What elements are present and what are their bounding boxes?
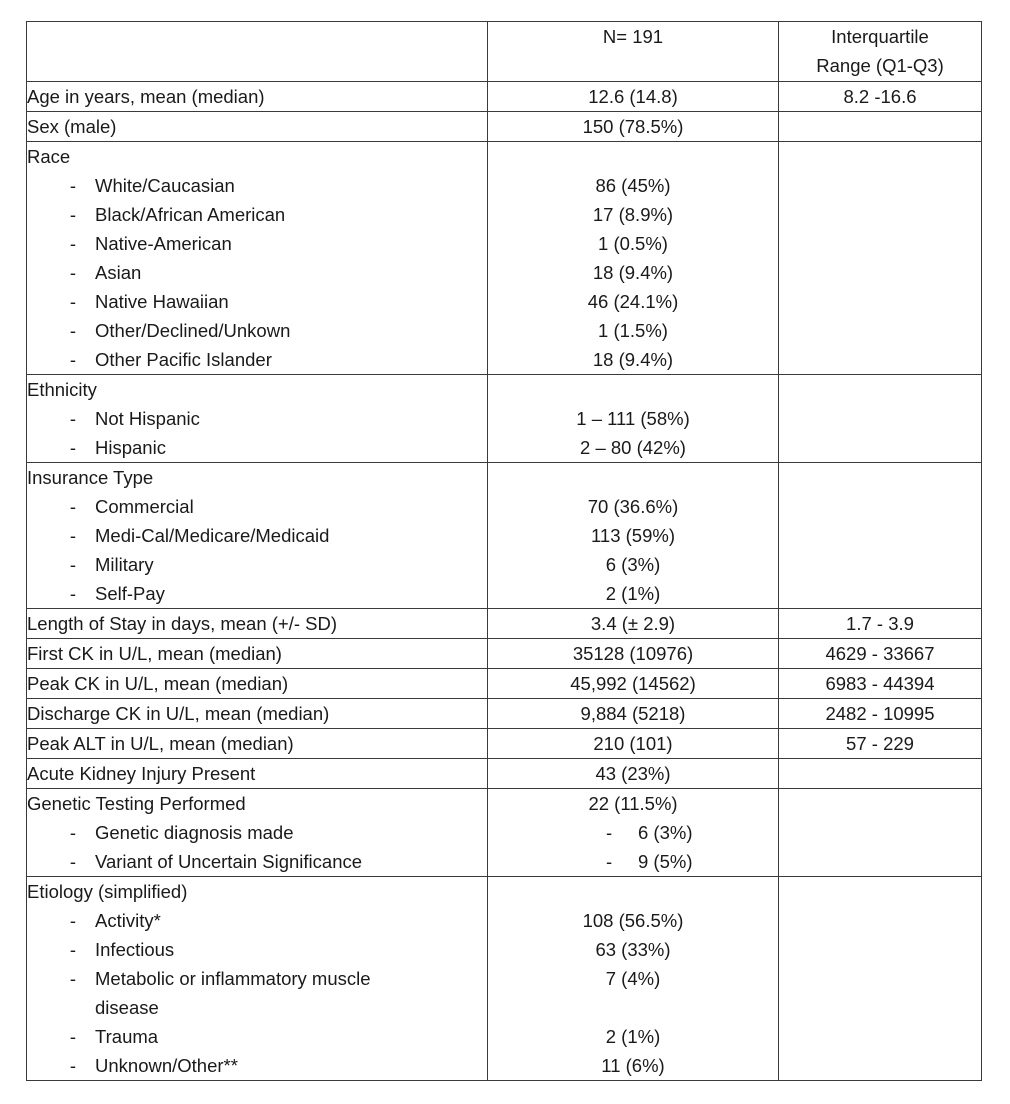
ethnicity-row — [27, 375, 982, 463]
race-item-label: White/Caucasian — [95, 175, 235, 196]
row-iqr — [779, 112, 982, 142]
list-item — [27, 521, 487, 550]
demographics-table — [26, 21, 982, 1081]
race-item-label: Black/African American — [95, 204, 286, 225]
race-item-label: Asian — [95, 262, 142, 283]
race-values — [488, 142, 779, 375]
etiology-item-label: Infectious — [95, 939, 175, 960]
bullet-dash: - — [606, 822, 613, 843]
genetic-values — [488, 789, 779, 877]
ethnicity-cell — [27, 375, 488, 463]
row-iqr: 57 - 229 — [779, 729, 982, 759]
race-item-value: 1 (0.5%) — [598, 233, 668, 254]
row-value: 150 (78.5%) — [488, 112, 779, 142]
table-row — [27, 729, 982, 759]
etiology-item-value: 11 (6%) — [601, 1055, 665, 1076]
bullet-dash: - — [69, 175, 77, 196]
genetic-item — [488, 847, 778, 876]
list-item — [27, 229, 487, 258]
row-iqr: 1.7 - 3.9 — [779, 609, 982, 639]
race-title: Race — [27, 146, 71, 167]
bullet-dash: - — [69, 408, 77, 429]
genetic-iqr — [779, 789, 982, 877]
row-value: 210 (101) — [488, 729, 779, 759]
list-item — [27, 847, 487, 876]
list-item — [27, 818, 487, 847]
bullet-dash: - — [69, 583, 77, 604]
etiology-item-label: Metabolic or inflammatory muscle disease — [95, 968, 371, 1018]
list-item — [27, 316, 487, 345]
list-item — [27, 171, 487, 200]
bullet-dash: - — [69, 1055, 77, 1076]
etiology-item-value: 108 (56.5%) — [582, 910, 684, 931]
etiology-row — [27, 877, 982, 1081]
header-cell-n — [488, 22, 779, 82]
row-iqr: 6983 - 44394 — [779, 669, 982, 699]
race-item-value: 46 (24.1%) — [587, 291, 679, 312]
header-n-label: N= 191 — [602, 26, 664, 47]
race-item-label: Native Hawaiian — [95, 291, 229, 312]
ethnicity-item-label: Not Hispanic — [95, 408, 200, 429]
list-item — [27, 1022, 487, 1051]
genetic-total-value: 22 (11.5%) — [588, 793, 678, 814]
genetic-item-value: 6 (3%) — [638, 822, 693, 843]
race-item-value: 1 (1.5%) — [598, 320, 668, 341]
insurance-item-value: 113 (59%) — [591, 525, 675, 546]
etiology-item-value: 2 (1%) — [605, 1026, 661, 1047]
insurance-row — [27, 463, 982, 609]
ethnicity-title: Ethnicity — [27, 379, 97, 400]
row-label: Discharge CK in U/L, mean (median) — [27, 699, 488, 729]
race-cell — [27, 142, 488, 375]
etiology-iqr — [779, 877, 982, 1081]
etiology-values — [488, 877, 779, 1081]
list-item — [27, 550, 487, 579]
ethnicity-iqr — [779, 375, 982, 463]
row-iqr: 8.2 -16.6 — [779, 82, 982, 112]
genetic-title: Genetic Testing Performed — [27, 793, 246, 814]
race-item-value: 86 (45%) — [595, 175, 671, 196]
etiology-item-label: Unknown/Other** — [95, 1055, 238, 1076]
race-item-label: Other Pacific Islander — [95, 349, 272, 370]
header-iqr-line2: Range (Q1-Q3) — [816, 55, 944, 76]
list-item — [27, 258, 487, 287]
row-iqr — [779, 759, 982, 789]
ethnicity-values — [488, 375, 779, 463]
list-item — [27, 287, 487, 316]
header-cell-empty — [27, 22, 488, 82]
list-item — [27, 579, 487, 608]
header-iqr-line1: Interquartile — [831, 26, 929, 47]
bullet-dash: - — [69, 291, 77, 312]
bullet-dash: - — [69, 204, 77, 225]
table-row — [27, 112, 982, 142]
ethnicity-item-value: 2 – 80 (42%) — [580, 437, 686, 458]
insurance-item-label: Self-Pay — [95, 583, 165, 604]
bullet-dash: - — [69, 349, 77, 370]
row-label: Acute Kidney Injury Present — [27, 759, 488, 789]
header-row — [27, 22, 982, 82]
insurance-iqr — [779, 463, 982, 609]
insurance-title: Insurance Type — [27, 467, 154, 488]
bullet-dash: - — [69, 554, 77, 575]
ethnicity-item-label: Hispanic — [95, 437, 166, 458]
race-item-label: Other/Declined/Unkown — [95, 320, 291, 341]
row-value: 9,884 (5218) — [488, 699, 779, 729]
bullet-dash: - — [606, 851, 613, 872]
genetic-cell — [27, 789, 488, 877]
race-item-value: 17 (8.9%) — [592, 204, 674, 225]
table-row — [27, 639, 982, 669]
genetic-row — [27, 789, 982, 877]
insurance-item-value: 6 (3%) — [605, 554, 661, 575]
bullet-dash: - — [69, 822, 77, 843]
insurance-cell — [27, 463, 488, 609]
etiology-cell — [27, 877, 488, 1081]
row-label: Sex (male) — [27, 112, 488, 142]
row-label: First CK in U/L, mean (median) — [27, 639, 488, 669]
row-label: Length of Stay in days, mean (+/- SD) — [27, 609, 488, 639]
race-iqr — [779, 142, 982, 375]
row-iqr: 4629 - 33667 — [779, 639, 982, 669]
bullet-dash: - — [69, 939, 77, 960]
list-item — [27, 492, 487, 521]
race-row — [27, 142, 982, 375]
race-item-value: 18 (9.4%) — [592, 349, 674, 370]
etiology-title: Etiology (simplified) — [27, 881, 188, 902]
bullet-dash: - — [69, 496, 77, 517]
bullet-dash: - — [69, 910, 77, 931]
list-item — [27, 200, 487, 229]
insurance-item-label: Military — [95, 554, 154, 575]
bullet-dash: - — [69, 320, 77, 341]
list-item — [27, 433, 487, 462]
list-item — [27, 964, 487, 1022]
insurance-item-value: 2 (1%) — [605, 583, 661, 604]
genetic-item — [488, 818, 778, 847]
bullet-dash: - — [69, 437, 77, 458]
row-label: Peak CK in U/L, mean (median) — [27, 669, 488, 699]
etiology-item-value: 7 (4%) — [605, 968, 661, 989]
row-value: 45,992 (14562) — [488, 669, 779, 699]
bullet-dash: - — [69, 525, 77, 546]
bullet-dash: - — [69, 1026, 77, 1047]
list-item — [27, 906, 487, 935]
table-row — [27, 759, 982, 789]
row-label: Peak ALT in U/L, mean (median) — [27, 729, 488, 759]
row-iqr: 2482 - 10995 — [779, 699, 982, 729]
bullet-dash: - — [69, 262, 77, 283]
table-row — [27, 699, 982, 729]
list-item — [27, 404, 487, 433]
bullet-dash: - — [69, 233, 77, 254]
row-label: Age in years, mean (median) — [27, 82, 488, 112]
table-row — [27, 609, 982, 639]
etiology-item-label: Activity* — [95, 910, 161, 931]
list-item — [27, 1051, 487, 1080]
row-value: 12.6 (14.8) — [488, 82, 779, 112]
list-item — [27, 935, 487, 964]
row-value: 35128 (10976) — [488, 639, 779, 669]
table-row — [27, 669, 982, 699]
row-value: 3.4 (± 2.9) — [488, 609, 779, 639]
race-item-value: 18 (9.4%) — [592, 262, 674, 283]
insurance-values — [488, 463, 779, 609]
genetic-item-value: 9 (5%) — [638, 851, 693, 872]
genetic-item-label: Genetic diagnosis made — [95, 822, 294, 843]
etiology-item-value: 63 (33%) — [595, 939, 671, 960]
header-cell-iqr — [779, 22, 982, 82]
table-row — [27, 82, 982, 112]
bullet-dash: - — [69, 851, 77, 872]
insurance-item-label: Medi-Cal/Medicare/Medicaid — [95, 525, 330, 546]
genetic-item-label: Variant of Uncertain Significance — [95, 851, 363, 872]
insurance-item-value: 70 (36.6%) — [587, 496, 679, 517]
row-value: 43 (23%) — [488, 759, 779, 789]
list-item — [27, 345, 487, 374]
insurance-item-label: Commercial — [95, 496, 194, 517]
ethnicity-item-value: 1 – 111 (58%) — [576, 408, 690, 429]
bullet-dash: - — [69, 968, 77, 989]
etiology-item-label: Trauma — [95, 1026, 159, 1047]
race-item-label: Native-American — [95, 233, 232, 254]
